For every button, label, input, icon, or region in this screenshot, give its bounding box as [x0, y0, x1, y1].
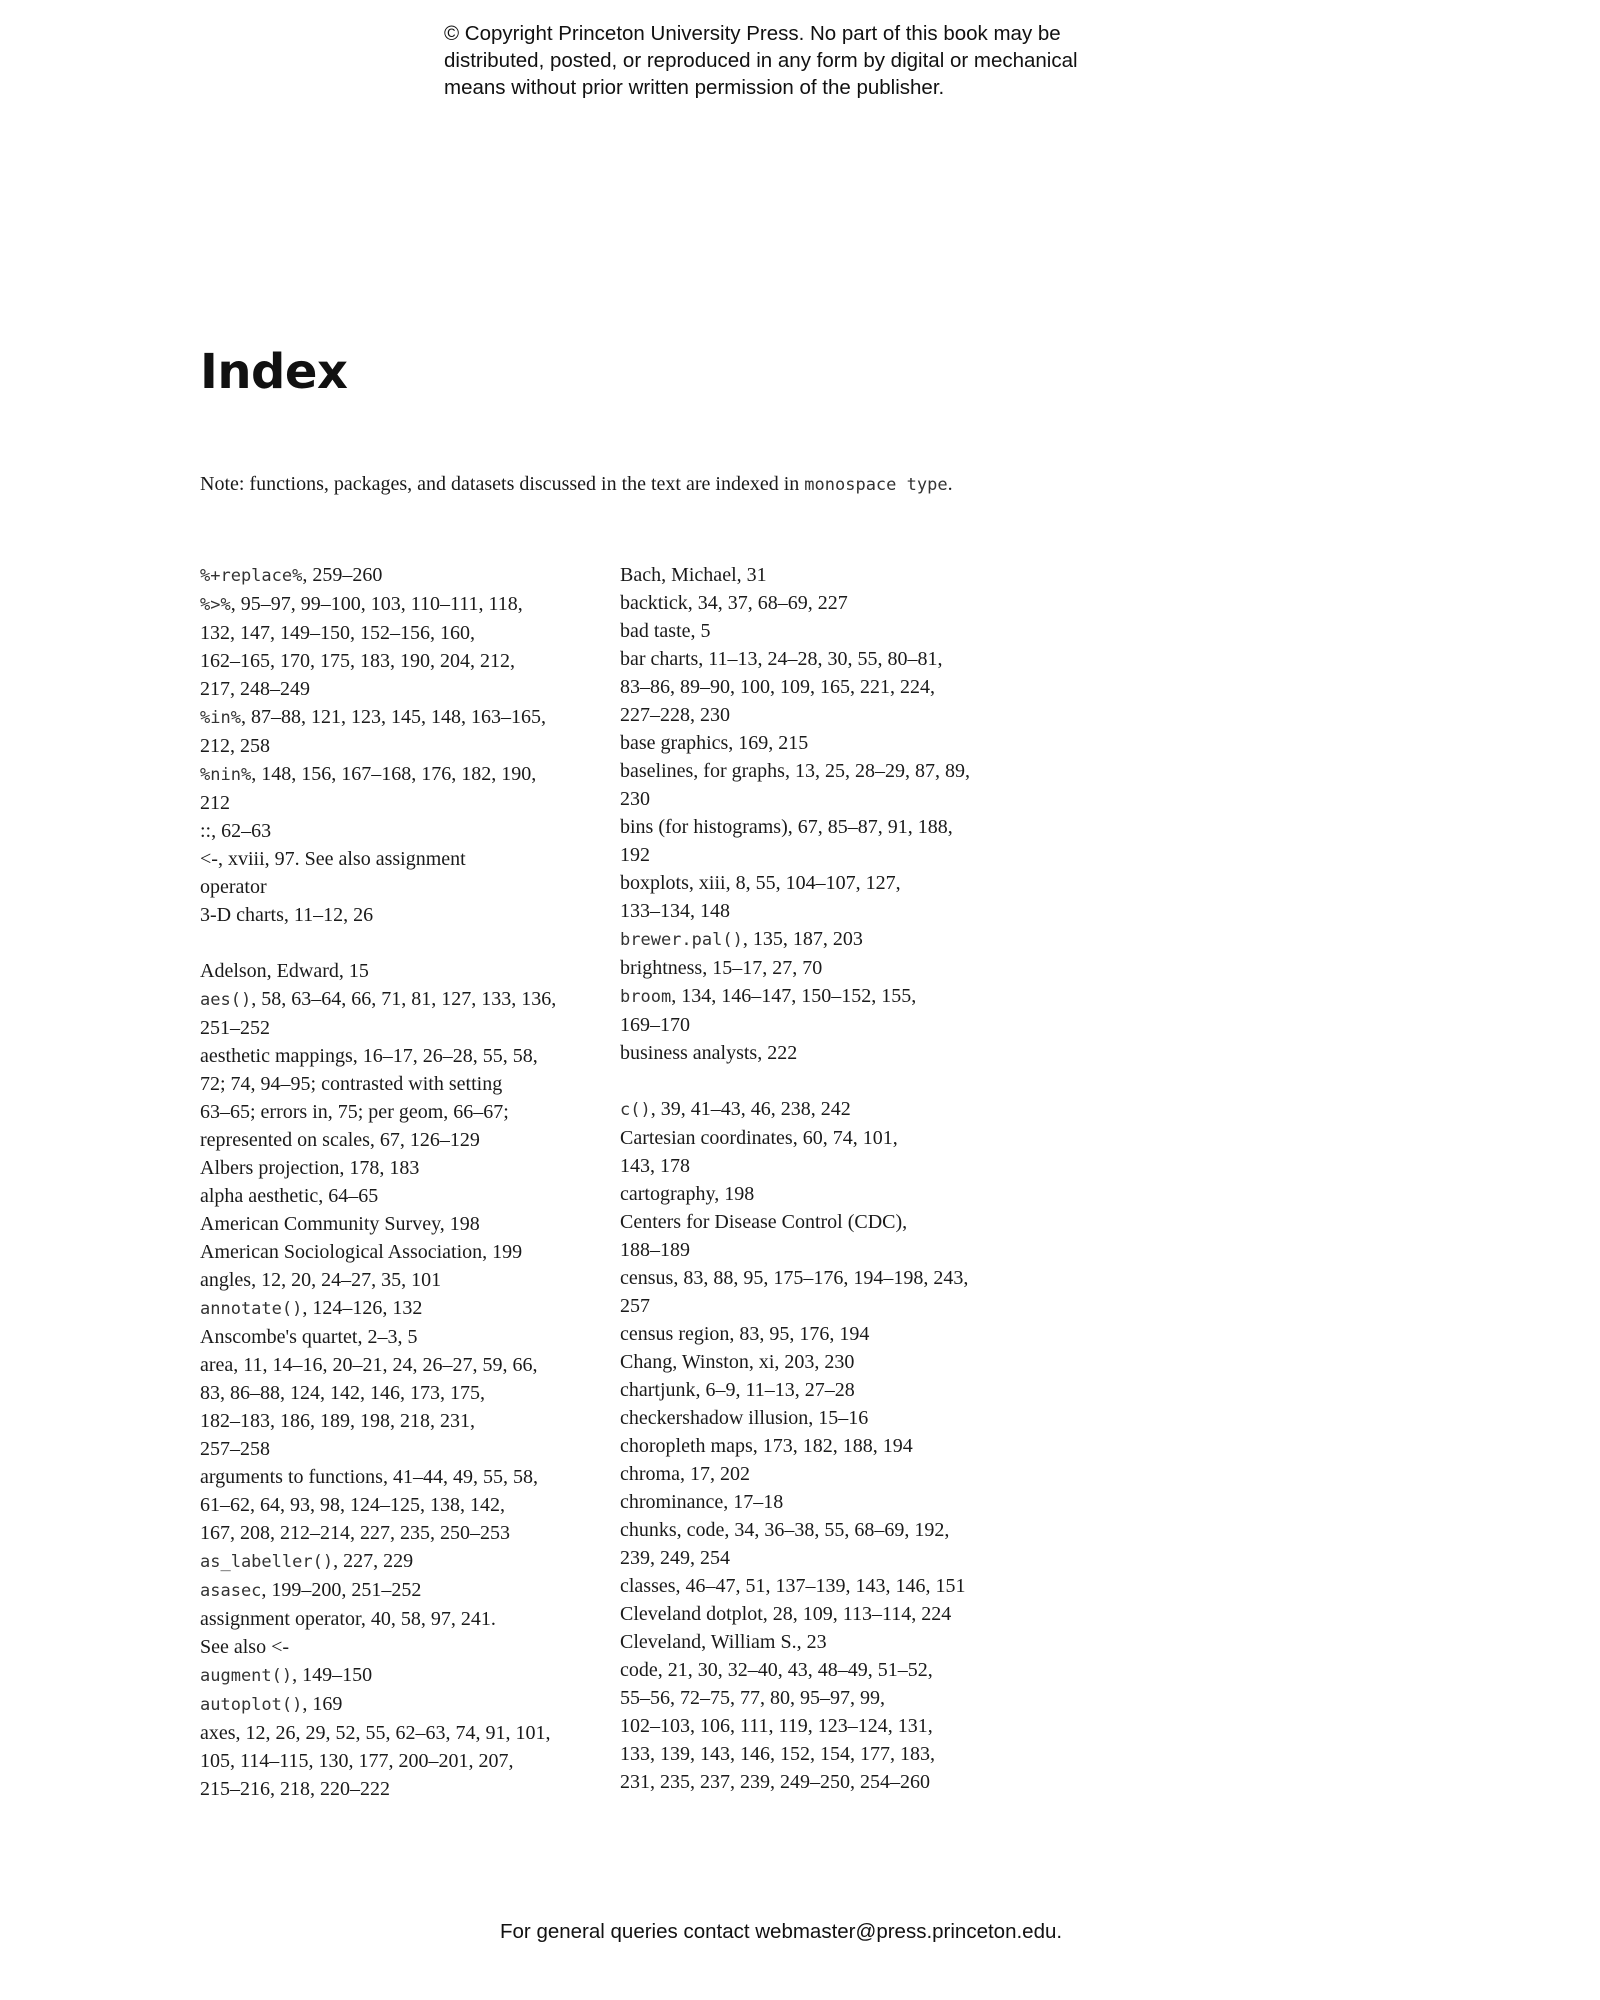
index-entry-term: %nin%	[200, 765, 252, 785]
index-entry	[200, 1547, 600, 1576]
index-entry	[620, 869, 1020, 925]
index-entry-continuation: 231, 235, 237, 239, 249–250, 254–260	[620, 1771, 930, 1793]
index-note	[200, 470, 1010, 499]
index-entry-term: cartography	[620, 1183, 715, 1205]
index-entry-term: Cleveland, William S.	[620, 1631, 797, 1653]
index-entry-continuation: 55–56, 72–75, 77, 80, 95–97, 99,	[620, 1687, 885, 1709]
index-entry-continuation: See also <-	[200, 1636, 290, 1658]
index-entry	[620, 813, 1020, 869]
index-entry-pages: , 40, 58, 97, 241.	[360, 1608, 496, 1630]
index-column-right	[620, 561, 1020, 1796]
index-entry-pages: , 34, 36–38, 55, 68–69, 192,	[724, 1519, 950, 1541]
index-entry-term: brightness	[620, 957, 703, 979]
index-entry	[620, 1095, 1020, 1124]
index-column-left	[200, 561, 600, 1803]
index-entry-pages: , 6–9, 11–13, 27–28	[695, 1379, 855, 1401]
index-entry-term: angles	[200, 1269, 252, 1291]
index-entry	[200, 1266, 600, 1294]
index-entry-pages: , xviii, 97. See also assignment	[217, 848, 466, 870]
index-entry	[200, 1351, 600, 1463]
index-entry-pages: , 11, 14–16, 20–21, 24, 26–27, 59, 66,	[233, 1354, 538, 1376]
index-entry-term: bins (for histograms)	[620, 816, 788, 838]
index-entry-term: Cleveland dotplot	[620, 1603, 763, 1625]
index-entry-term: assignment operator	[200, 1608, 361, 1630]
index-entry	[200, 1690, 600, 1719]
index-entry	[620, 757, 1020, 813]
index-entry-pages: , 148, 156, 167–168, 176, 182, 190,	[251, 763, 537, 785]
index-entry	[620, 954, 1020, 982]
index-entry	[620, 1572, 1020, 1600]
index-entry	[200, 1463, 600, 1547]
index-entry-term: baselines, for graphs	[620, 760, 785, 782]
index-entry-term: chartjunk	[620, 1379, 696, 1401]
index-entry-pages: , xi, 203, 230	[748, 1351, 855, 1373]
index-entry-term: autoplot()	[200, 1695, 303, 1715]
index-entry-term: Chang, Winston	[620, 1351, 749, 1373]
index-entry-term: alpha aesthetic	[200, 1185, 319, 1207]
page-title: Index	[200, 344, 348, 400]
index-entry-pages: , 227, 229	[333, 1550, 414, 1572]
index-entry-continuation: represented on scales, 67, 126–129	[200, 1129, 480, 1151]
index-entry-term: chroma	[620, 1463, 680, 1485]
index-entry	[620, 1348, 1020, 1376]
index-entry-term: %+replace%	[200, 566, 303, 586]
index-entry	[620, 925, 1020, 954]
index-entry-continuation: 63–65; errors in, 75; per geom, 66–67;	[200, 1101, 509, 1123]
index-entry-term: asasec	[200, 1581, 262, 1601]
index-entry-pages: , 2–3, 5	[357, 1326, 418, 1348]
index-entry	[620, 729, 1020, 757]
index-entry-continuation: 133, 139, 143, 146, 152, 154, 177, 183,	[620, 1743, 935, 1765]
index-entry	[620, 1460, 1020, 1488]
index-entry-term: <-	[200, 848, 218, 870]
copyright-line: © Copyright Princeton University Press. No part of this book may be	[444, 22, 1061, 45]
index-entry	[620, 645, 1020, 729]
index-entry-term: as_labeller()	[200, 1552, 334, 1572]
index-entry-term: checkershadow illusion	[620, 1407, 809, 1429]
index-entry-pages: , 41–44, 49, 55, 58,	[382, 1466, 538, 1488]
index-entry-continuation: 217, 248–249	[200, 678, 310, 700]
index-entry-continuation: 83–86, 89–90, 100, 109, 165, 221, 224,	[620, 676, 935, 698]
index-entry	[200, 1605, 600, 1661]
index-entry-term: code	[620, 1659, 658, 1681]
index-entry	[620, 1124, 1020, 1180]
index-entry-pages: ,	[902, 1211, 908, 1233]
index-entry-continuation: 215–216, 218, 220–222	[200, 1778, 390, 1800]
index-entry-pages: , 83, 88, 95, 175–176, 194–198, 243,	[673, 1267, 969, 1289]
index-entry-pages: , 60, 74, 101,	[792, 1127, 898, 1149]
index-entry-pages: , 199	[482, 1241, 523, 1263]
index-entry	[200, 985, 600, 1042]
index-entry-continuation: 239, 249, 254	[620, 1547, 730, 1569]
index-entry-term: backtick	[620, 592, 688, 614]
index-entry	[200, 1294, 600, 1323]
index-entry-term: American Community Survey	[200, 1213, 440, 1235]
index-entry	[200, 760, 600, 817]
index-entry-continuation: 83, 86–88, 124, 142, 146, 173, 175,	[200, 1382, 485, 1404]
index-entry-continuation: 102–103, 106, 111, 119, 123–124, 131,	[620, 1715, 933, 1737]
index-entry	[200, 1576, 600, 1605]
index-entry-continuation: 257–258	[200, 1438, 270, 1460]
index-entry-term: Centers for Disease Control (CDC)	[620, 1211, 903, 1233]
index-entry	[200, 901, 600, 929]
index-entry	[620, 1432, 1020, 1460]
index-entry	[620, 589, 1020, 617]
index-entry	[620, 617, 1020, 645]
index-entry-pages: , 173, 182, 188, 194	[752, 1435, 913, 1457]
index-entry-pages: , 62–63	[211, 820, 272, 842]
index-entry-term: Bach, Michael	[620, 564, 737, 586]
index-entry	[200, 957, 600, 985]
index-entry-pages: , 169, 215	[728, 732, 809, 754]
index-entry-pages: , 23	[796, 1631, 827, 1653]
copyright-notice	[444, 20, 1204, 101]
letter-group-gap	[620, 1067, 1020, 1095]
index-entry-pages: , 13, 25, 28–29, 87, 89,	[784, 760, 970, 782]
index-entry	[620, 1516, 1020, 1572]
index-entry	[200, 1719, 600, 1803]
index-entry-continuation: 132, 147, 149–150, 152–156, 160,	[200, 622, 475, 644]
index-entry-continuation: 257	[620, 1295, 650, 1317]
index-entry	[620, 1264, 1020, 1320]
index-entry-pages: , 5	[690, 620, 711, 642]
index-entry-term: ::	[200, 820, 212, 842]
index-entry-term: 3-D charts	[200, 904, 284, 926]
index-entry	[200, 1182, 600, 1210]
index-entry-pages: , 46–47, 51, 137–139, 143, 146, 151	[675, 1575, 966, 1597]
index-entry-continuation: 212	[200, 792, 230, 814]
index-entry-pages: , 83, 95, 176, 194	[729, 1323, 870, 1345]
index-entry-continuation: 167, 208, 212–214, 227, 235, 250–253	[200, 1522, 510, 1544]
index-entry-term: arguments to functions	[200, 1466, 383, 1488]
note-text-end: .	[947, 473, 953, 495]
index-entry-continuation: operator	[200, 876, 267, 898]
index-entry	[200, 845, 600, 901]
index-entry	[620, 1320, 1020, 1348]
index-entry-continuation: 105, 114–115, 130, 177, 200–201, 207,	[200, 1750, 514, 1772]
index-entry-pages: , 58, 63–64, 66, 71, 81, 127, 133, 136,	[251, 988, 557, 1010]
index-entry-term: aesthetic mappings	[200, 1045, 353, 1067]
index-entry-continuation: 72; 74, 94–95; contrasted with setting	[200, 1073, 503, 1095]
index-entry-term: brewer.pal()	[620, 930, 743, 950]
index-entry-term: census	[620, 1267, 674, 1289]
index-entry-term: Adelson, Edward	[200, 960, 339, 982]
index-entry-pages: , 134, 146–147, 150–152, 155,	[671, 985, 917, 1007]
index-entry-pages: , 11–13, 24–28, 30, 55, 80–81,	[698, 648, 943, 670]
index-entry-term: %>%	[200, 595, 231, 615]
index-entry-pages: , 124–126, 132	[302, 1297, 423, 1319]
index-entry	[200, 561, 600, 590]
index-entry-pages: , 178, 183	[339, 1157, 420, 1179]
index-entry	[200, 590, 600, 703]
index-entry-term: choropleth maps	[620, 1435, 753, 1457]
index-entry-term: chrominance	[620, 1491, 724, 1513]
index-entry-pages: , 169	[302, 1693, 343, 1715]
index-entry-pages: , 15–17, 27, 70	[702, 957, 823, 979]
index-entry-term: annotate()	[200, 1299, 303, 1319]
index-entry-pages: , 149–150	[292, 1664, 373, 1686]
index-entry-pages: , 12, 20, 24–27, 35, 101	[251, 1269, 442, 1291]
index-entry-pages: , 64–65	[318, 1185, 379, 1207]
index-entry-continuation: 143, 178	[620, 1155, 690, 1177]
index-entry-term: Cartesian coordinates	[620, 1127, 793, 1149]
index-entry-pages: , 95–97, 99–100, 103, 110–111, 118,	[230, 593, 523, 615]
index-entry-continuation: 133–134, 148	[620, 900, 730, 922]
index-entry-term: Anscombe's quartet	[200, 1326, 358, 1348]
index-entry-pages: , 199–200, 251–252	[261, 1579, 422, 1601]
index-entry	[200, 703, 600, 760]
note-text: Note: functions, packages, and datasets discussed in the text are indexed in	[200, 473, 805, 495]
copyright-line: distributed, posted, or reproduced in any form by digital or mechanical	[444, 49, 1078, 72]
index-entry-term: bad taste	[620, 620, 691, 642]
index-entry	[200, 1042, 600, 1154]
index-entry-continuation: 169–170	[620, 1014, 690, 1036]
index-entry-continuation: 162–165, 170, 175, 183, 190, 204, 212,	[200, 650, 515, 672]
note-mono-text: monospace type	[804, 475, 948, 495]
index-entry-continuation: 212, 258	[200, 735, 270, 757]
index-entry	[620, 1488, 1020, 1516]
index-entry	[200, 1154, 600, 1182]
index-entry-pages: , 198	[714, 1183, 755, 1205]
index-entry-term: boxplots	[620, 872, 689, 894]
index-entry-pages: , 17, 202	[679, 1463, 750, 1485]
index-entry-pages: , 135, 187, 203	[742, 928, 863, 950]
index-entry-continuation: 230	[620, 788, 650, 810]
index-entry-term: broom	[620, 987, 672, 1007]
index-entry	[620, 1404, 1020, 1432]
index-entry	[620, 1039, 1020, 1067]
footer-contact: For general queries contact webmaster@press.princeton.edu.	[500, 1920, 1063, 1943]
index-entry-pages: , 21, 30, 32–40, 43, 48–49, 51–52,	[657, 1659, 933, 1681]
index-entry-pages: , 12, 26, 29, 52, 55, 62–63, 74, 91, 101,	[235, 1722, 551, 1744]
index-entry	[200, 1238, 600, 1266]
index-entry	[620, 1376, 1020, 1404]
index-entry	[620, 1180, 1020, 1208]
index-entry-term: census region	[620, 1323, 730, 1345]
index-entry-term: aes()	[200, 990, 252, 1010]
index-entry-term: classes	[620, 1575, 676, 1597]
copyright-line: means without prior written permission of the publisher.	[444, 76, 945, 99]
index-entry	[620, 982, 1020, 1039]
index-entry-continuation: 188–189	[620, 1239, 690, 1261]
index-entry-pages: , 17–18	[723, 1491, 784, 1513]
index-entry-pages: , 28, 109, 113–114, 224	[762, 1603, 952, 1625]
index-entry-term: American Sociological Association	[200, 1241, 483, 1263]
index-entry-pages: , 15	[338, 960, 369, 982]
index-entry-term: axes	[200, 1722, 236, 1744]
index-entry-pages: , 222	[757, 1042, 798, 1064]
index-entry	[620, 1628, 1020, 1656]
index-entry-pages: , 39, 41–43, 46, 238, 242	[650, 1098, 851, 1120]
index-entry-term: c()	[620, 1100, 651, 1120]
index-entry-term: %in%	[200, 708, 241, 728]
index-entry	[620, 561, 1020, 589]
index-entry-pages: , 34, 37, 68–69, 227	[687, 592, 848, 614]
index-entry-pages: , 87–88, 121, 123, 145, 148, 163–165,	[240, 706, 546, 728]
index-entry-pages: , 198	[439, 1213, 480, 1235]
index-entry-pages: , 16–17, 26–28, 55, 58,	[352, 1045, 538, 1067]
index-entry	[620, 1600, 1020, 1628]
index-entry-continuation: 182–183, 186, 189, 198, 218, 231,	[200, 1410, 475, 1432]
index-entry	[200, 1323, 600, 1351]
index-entry-pages: , 31	[736, 564, 767, 586]
index-entry-term: area	[200, 1354, 234, 1376]
index-entry-continuation: 61–62, 64, 93, 98, 124–125, 138, 142,	[200, 1494, 505, 1516]
index-entry-term: augment()	[200, 1666, 293, 1686]
index-entry-continuation: 251–252	[200, 1017, 270, 1039]
index-entry	[200, 1210, 600, 1238]
index-entry-pages: , 11–12, 26	[283, 904, 374, 926]
letter-group-gap	[200, 929, 600, 957]
index-entry	[200, 1661, 600, 1690]
index-entry	[620, 1208, 1020, 1264]
index-entry-continuation: 192	[620, 844, 650, 866]
index-entry-pages: , 15–16	[808, 1407, 869, 1429]
index-entry-term: Albers projection	[200, 1157, 340, 1179]
index-entry-pages: , 259–260	[302, 564, 383, 586]
index-entry-term: base graphics	[620, 732, 729, 754]
index-entry	[620, 1656, 1020, 1796]
index-entry-term: bar charts	[620, 648, 699, 670]
index-entry-term: business analysts	[620, 1042, 758, 1064]
index-entry	[200, 817, 600, 845]
index-entry-continuation: 227–228, 230	[620, 704, 730, 726]
index-entry-pages: , 67, 85–87, 91, 188,	[787, 816, 953, 838]
index-entry-pages: , xiii, 8, 55, 104–107, 127,	[688, 872, 901, 894]
index-entry-term: chunks, code	[620, 1519, 725, 1541]
